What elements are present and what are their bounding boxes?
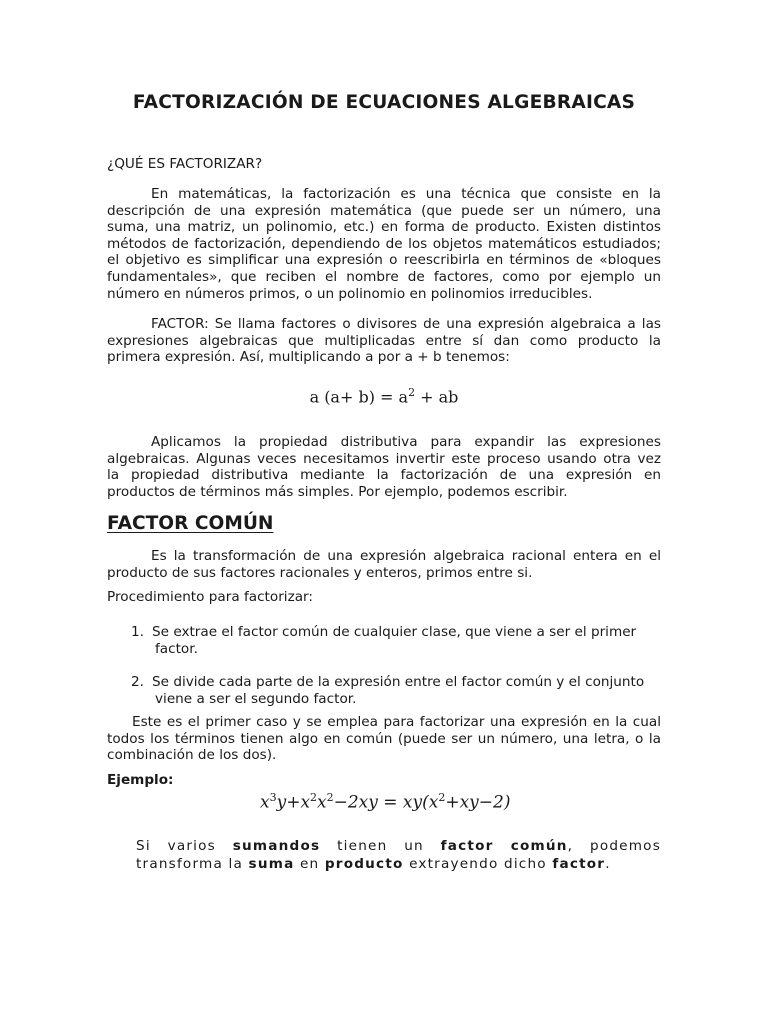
first-case-line: Este es el primer caso y se emplea para factorizar una expresión en la cual bbox=[132, 714, 661, 730]
factor-def-line: FACTOR: Se llama factores o divisores de una expresión algebraica a las bbox=[151, 316, 661, 332]
closing-paragraph bbox=[136, 837, 661, 873]
intro-paragraph bbox=[107, 186, 661, 302]
first-case-paragraph bbox=[107, 714, 661, 764]
intro-line: descripción de una expresión matemática (que puede ser un número, una bbox=[107, 202, 661, 219]
closing-line: transforma la suma en producto extrayendo dicho factor. bbox=[136, 856, 611, 872]
section-heading: FACTOR COMÚN bbox=[107, 513, 274, 534]
intro-line: En matemáticas, la factorización es una técnica que consiste en la bbox=[151, 186, 661, 202]
distributive-formula: a $(a+ b) = a^2$ + ab bbox=[309, 386, 459, 407]
list-number: 2. bbox=[131, 674, 144, 690]
distributive-line: la propiedad distributiva mediante la factorización de una expresión en bbox=[107, 467, 661, 484]
intro-line: fundamentales», que reciben el nombre de factores, como por ejemplo un bbox=[107, 268, 661, 285]
list-item: 2. Se divide cada parte de la expresión entre el factor común y el conjunto viene a ser el segundo factor. bbox=[131, 674, 645, 707]
factor-def-line: primera expresión. Así, multiplicando a por a + b tenemos: bbox=[107, 349, 510, 366]
intro-line: métodos de factorización, dependiendo de los objetos matemáticos estudiados; bbox=[107, 235, 661, 252]
first-case-line: combinación de los dos). bbox=[107, 747, 277, 764]
first-case-line: todos los términos tienen algo en común (puede ser un número, una letra, o la bbox=[107, 730, 661, 747]
example-label: Ejemplo: bbox=[107, 772, 174, 788]
intro-line: suma, una matriz, un polinomio, etc.) en forma de producto. Existen distintos bbox=[107, 219, 661, 236]
distributive-line: Aplicamos la propiedad distributiva para expandir las expresiones bbox=[151, 434, 661, 450]
question-heading: ¿QUÉ ES FACTORIZAR? bbox=[107, 156, 263, 172]
procedure-label: Procedimiento para factorizar: bbox=[107, 589, 313, 605]
factor-comun-paragraph bbox=[107, 548, 661, 581]
factor-def-line: expresiones algebraicas que multiplicadas entre sí dan como producto la bbox=[107, 332, 661, 349]
factor-comun-line: producto de sus factores racionales y enteros, primos entre si. bbox=[107, 564, 533, 581]
example-formula: $x^3y+x^2x^2-2xy = xy(x^2+xy-2)$ bbox=[260, 791, 511, 813]
distributive-paragraph bbox=[107, 434, 661, 500]
factor-definition-paragraph bbox=[107, 316, 661, 366]
factor-comun-line: Es la transformación de una expresión algebraica racional entera en el bbox=[151, 548, 661, 564]
document-title: FACTORIZACIÓN DE ECUACIONES ALGEBRAICAS bbox=[132, 92, 636, 113]
intro-line: número en números primos, o un polinomio en polinomios irreducibles. bbox=[107, 285, 593, 302]
intro-line: el objetivo es simplificar una expresión o reescribirla en términos de «bloques bbox=[107, 252, 661, 269]
distributive-line: algebraicas. Algunas veces necesitamos invertir este proceso usando otra vez bbox=[107, 450, 661, 467]
distributive-line: productos de términos más simples. Por ejemplo, podemos escribir. bbox=[107, 483, 568, 500]
closing-line: Si varios sumandos tienen un factor común, podemos bbox=[136, 838, 661, 854]
list-item: 1. Se extrae el factor común de cualquier clase, que viene a ser el primer factor. bbox=[131, 624, 637, 657]
list-number: 1. bbox=[131, 624, 144, 640]
